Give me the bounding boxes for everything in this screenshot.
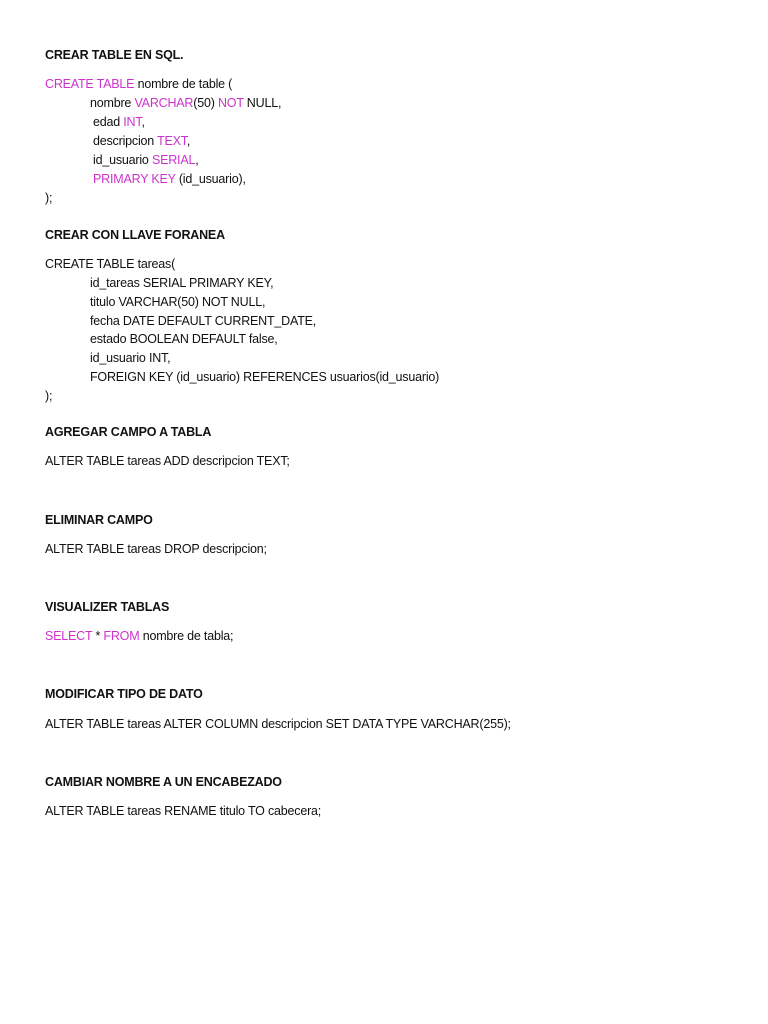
code-line: ); <box>45 389 53 403</box>
code-text: (50) <box>193 96 218 110</box>
code-line-create-table <box>45 76 232 92</box>
code-line-edad <box>93 114 145 130</box>
heading-agregar-campo: AGREGAR CAMPO A TABLA <box>45 425 212 439</box>
code-text: edad <box>93 115 124 129</box>
heading-llave-foranea: CREAR CON LLAVE FORANEA <box>45 228 225 242</box>
code-line: FOREIGN KEY (id_usuario) REFERENCES usuarios(id_usuario) <box>90 370 440 384</box>
code-line: CREATE TABLE tareas( <box>45 257 176 271</box>
keyword: SELECT <box>45 629 93 643</box>
code-line: estado BOOLEAN DEFAULT false, <box>90 332 278 346</box>
code-text: nombre de table ( <box>134 77 233 91</box>
keyword: INT <box>123 115 142 129</box>
code-text: nombre de tabla; <box>139 629 234 643</box>
code-line-descripcion <box>93 133 190 149</box>
code-line-primary-key <box>93 171 246 187</box>
keyword: PRIMARY KEY <box>93 172 176 186</box>
keyword: FROM <box>103 629 140 643</box>
heading-cambiar-nombre: CAMBIAR NOMBRE A UN ENCABEZADO <box>45 775 282 789</box>
keyword: TEXT <box>157 134 187 148</box>
code-line-select <box>45 628 233 644</box>
code-line: ALTER TABLE tareas ADD descripcion TEXT; <box>45 454 290 468</box>
code-text: , <box>186 134 191 148</box>
keyword: VARCHAR <box>134 96 194 110</box>
code-text: (id_usuario), <box>175 172 246 186</box>
heading-crear-table: CREAR TABLE EN SQL. <box>45 48 184 62</box>
code-line-id-usuario <box>93 152 199 168</box>
code-text: , <box>141 115 145 129</box>
keyword: CREATE TABLE <box>45 77 135 91</box>
keyword: NOT <box>217 96 244 110</box>
code-line: ALTER TABLE tareas DROP descripcion; <box>45 542 267 556</box>
code-line-close: ); <box>45 191 53 205</box>
code-text: id_usuario <box>93 153 152 167</box>
code-text: descripcion <box>93 134 158 148</box>
code-line: titulo VARCHAR(50) NOT NULL, <box>90 295 266 309</box>
code-line: fecha DATE DEFAULT CURRENT_DATE, <box>90 314 317 328</box>
code-text: nombre <box>90 96 135 110</box>
keyword: SERIAL <box>151 153 196 167</box>
code-text: NULL, <box>243 96 282 110</box>
code-line-nombre <box>90 95 281 111</box>
code-text: , <box>195 153 199 167</box>
code-line: ALTER TABLE tareas ALTER COLUMN descripcion SET DATA TYPE VARCHAR(255); <box>45 717 511 731</box>
heading-visualizer-tablas: VISUALIZER TABLAS <box>45 600 170 614</box>
code-line: id_usuario INT, <box>90 351 171 365</box>
heading-eliminar-campo: ELIMINAR CAMPO <box>45 513 153 527</box>
code-line: id_tareas SERIAL PRIMARY KEY, <box>90 276 274 290</box>
code-text: * <box>92 629 104 643</box>
heading-modificar-tipo: MODIFICAR TIPO DE DATO <box>45 687 203 701</box>
code-line: ALTER TABLE tareas RENAME titulo TO cabecera; <box>45 804 322 818</box>
